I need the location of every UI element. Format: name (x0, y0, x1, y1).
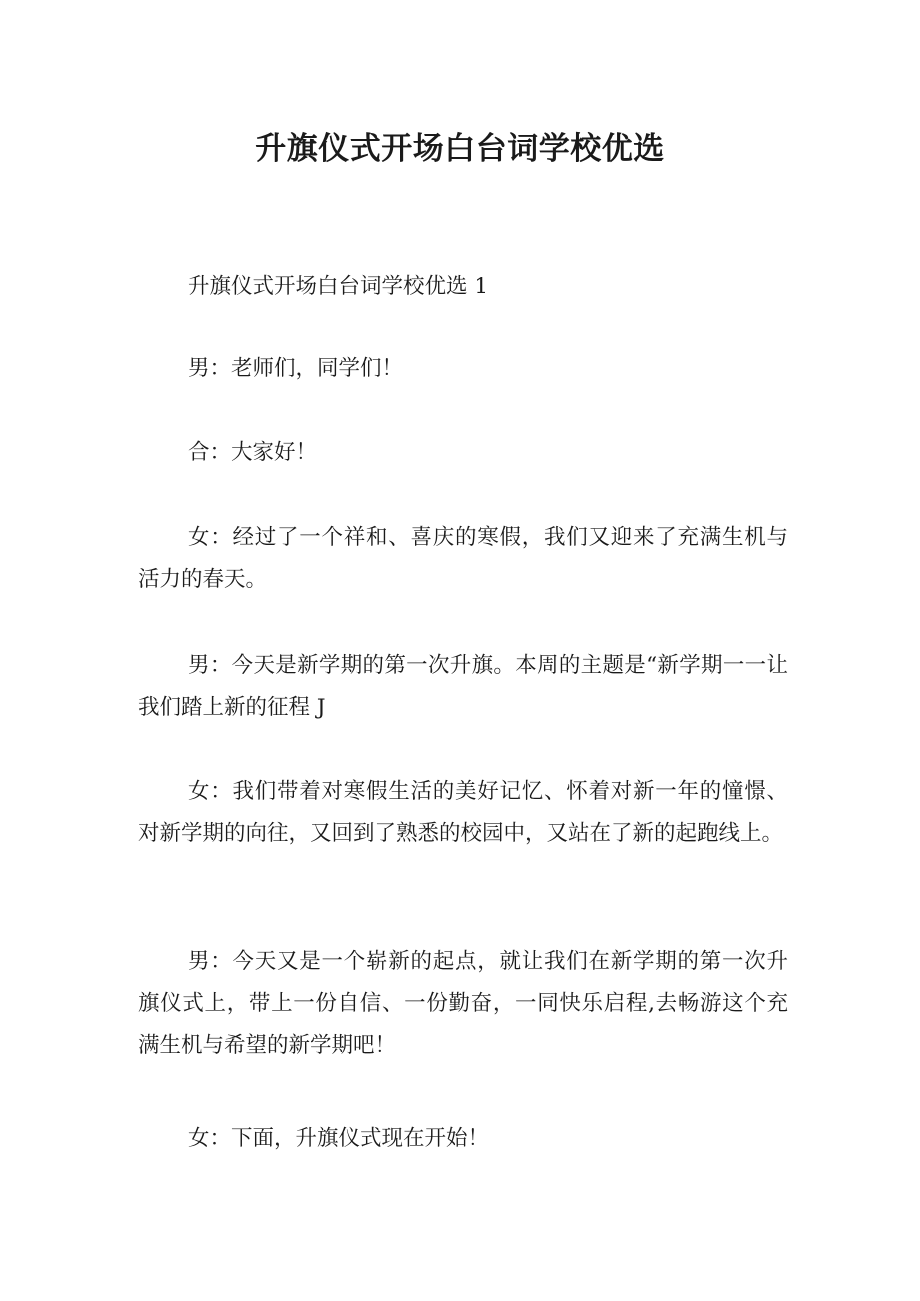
paragraph-male-greeting: 男：老师们，同学们！ (188, 356, 404, 381)
paragraph-heading: 升旗仪式开场白台词学校优选 1 (188, 274, 489, 299)
paragraph-male-new-start: 男：今天又是一个崭新的起点，就让我们在新学期的第一次升旗仪式上，带上一份自信、一份勤奋，一同快乐启程,去畅游这个充满生机与希望的新学期吧！ (138, 949, 788, 1058)
paragraph-female-spring: 女：经过了一个祥和、喜庆的寒假，我们又迎来了充满生机与活力的春天。 (138, 525, 788, 592)
paragraph-male-theme: 男：今天是新学期的第一次升旗。本周的主题是“新学期一一让我们踏上新的征程 J (138, 653, 788, 720)
paragraph-female-begin: 女：下面，升旗仪式现在开始！ (188, 1126, 490, 1151)
paragraph-together-greeting: 合：大家好！ (188, 440, 318, 465)
paragraph-female-memories: 女：我们带着对寒假生活的美好记忆、怀着对新一年的憧憬、对新学期的向往，又回到了熟悉的校园中，又站在了新的起跑线上。 (138, 779, 788, 846)
document-title: 升旗仪式开场白台词学校优选 (255, 131, 665, 167)
